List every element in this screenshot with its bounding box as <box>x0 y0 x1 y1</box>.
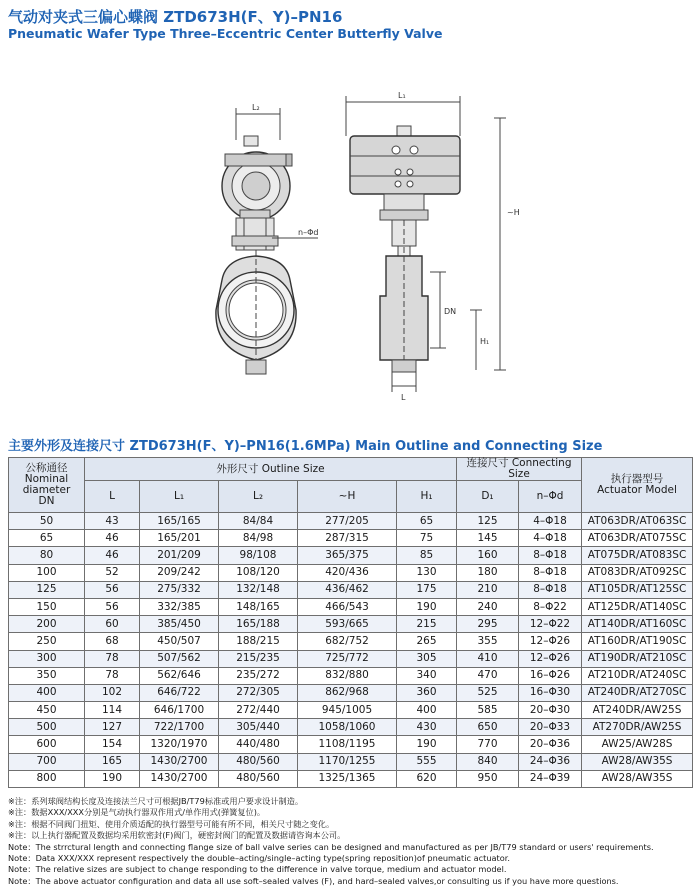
note-line: ※注：根据不同阀门扭矩、使用介质适配的执行器型号可能有所不同，相关尺寸随之变化。 <box>8 818 335 829</box>
header-connecting-size: 连接尺寸 Connecting Size <box>457 458 582 481</box>
label-dn: DN <box>444 307 457 316</box>
note-line: Note：The above actuator configuration and data all use soft–sealed valves (F), and hard–sealed valves,or consulting us if you have more questions. <box>8 875 619 886</box>
table-row: 500 127 722/1700 305/440 1058/1060 430 650 20–Φ33 AT270DR/AW25S <box>9 719 693 736</box>
header-nd: n–Φd <box>519 481 582 513</box>
label-l: L <box>401 393 406 402</box>
section-title: 主要外形及连接尺寸 ZTD673H(F、Y)–PN16(1.6MPa) Main Outline and Connecting Size <box>8 439 603 454</box>
note-line: Note：The relative sizes are subject to change responding to the difference in valve torque, medium and actuator model. <box>8 864 507 875</box>
header-h: ~H <box>298 481 397 513</box>
label-h1: H₁ <box>480 337 490 346</box>
table-row: 65 46 165/201 84/98 287/315 75 145 4–Φ18 AT063DR/AT075SC <box>9 530 693 547</box>
page-title-cn: 气动对夹式三偏心蝶阀 ZTD673H(F、Y)–PN16 <box>8 8 343 26</box>
note-line: Note：Data XXX/XXX represent respectively the double–acting/single–acting type(spring reposition)of pneumatic actuator. <box>8 852 510 863</box>
dimension-table <box>8 457 693 788</box>
table-row: 250 68 450/507 188/215 682/752 265 355 12–Φ26 AT160DR/AT190SC <box>9 633 693 650</box>
table-row: 600 154 1320/1970 440/480 1108/1195 190 770 20–Φ36 AW25/AW28S <box>9 736 693 753</box>
header-d1: D₁ <box>457 481 519 513</box>
table-row: 200 60 385/450 165/188 593/665 215 295 12–Φ22 AT140DR/AT160SC <box>9 616 693 633</box>
table-row: 80 46 201/209 98/108 365/375 85 160 8–Φ18 AT075DR/AT083SC <box>9 547 693 564</box>
label-h: ~H <box>507 208 520 217</box>
note-line: ※注：以上执行器配置及数据均采用软密封(F)阀门，硬密封阀门的配置及数据请咨询本公司。 <box>8 830 346 841</box>
header-actuator-model: 执行器型号 Actuator Model <box>582 458 693 513</box>
note-line: ※注：系列球阀结构长度及连接法兰尺寸可根据JB/T79标准或用户要求设计制造。 <box>8 796 304 806</box>
note-line: Note：The strrctural length and connecting flange size of ball valve series can be designed and manufactured as per JB/T79 standard or users' requirements. <box>8 841 654 852</box>
label-nd: n–Φd <box>298 228 319 237</box>
table-row: 700 165 1430/2700 480/560 1170/1255 555 840 24–Φ36 AW28/AW35S <box>9 753 693 770</box>
table-row: 400 102 646/722 272/305 862/968 360 525 16–Φ30 AT240DR/AT270SC <box>9 684 693 701</box>
header-nominal-diameter: 公称通径 Nominal diameter DN <box>9 458 85 513</box>
label-l1: L₁ <box>398 91 406 100</box>
table-row: 300 78 507/562 215/235 725/772 305 410 12–Φ26 AT190DR/AT210SC <box>9 650 693 667</box>
table-row: 450 114 646/1700 272/440 945/1005 400 585 20–Φ30 AT240DR/AW25S <box>9 702 693 719</box>
header-l2: L₂ <box>219 481 298 513</box>
label-l2: L₂ <box>252 103 260 112</box>
notes <box>8 796 654 887</box>
table-row: 150 56 332/385 148/165 466/543 190 240 8–Φ22 AT125DR/AT140SC <box>9 598 693 615</box>
table-row: 800 190 1430/2700 480/560 1325/1365 620 950 24–Φ39 AW28/AW35S <box>9 770 693 787</box>
header-outline-size: 外形尺寸 Outline Size <box>85 458 457 481</box>
header-l1: L₁ <box>140 481 219 513</box>
table-row: 100 52 209/242 108/120 420/436 130 180 8–Φ18 AT083DR/AT092SC <box>9 564 693 581</box>
note-line: ※注：数据XXX/XXX分别是气动执行器双作用式/单作用式(弹簧复位)。 <box>8 807 266 818</box>
header-l: L <box>85 481 140 513</box>
table-row: 125 56 275/332 132/148 436/462 175 210 8–Φ18 AT105DR/AT125SC <box>9 581 693 598</box>
valve-technical-drawing <box>0 60 700 430</box>
table-row: 50 43 165/165 84/84 277/205 65 125 4–Φ18 AT063DR/AT063SC <box>9 513 693 530</box>
page-title-en: Pneumatic Wafer Type Three–Eccentric Center Butterfly Valve <box>8 26 443 41</box>
table-row: 350 78 562/646 235/272 832/880 340 470 16–Φ26 AT210DR/AT240SC <box>9 667 693 684</box>
header-h1: H₁ <box>397 481 457 513</box>
